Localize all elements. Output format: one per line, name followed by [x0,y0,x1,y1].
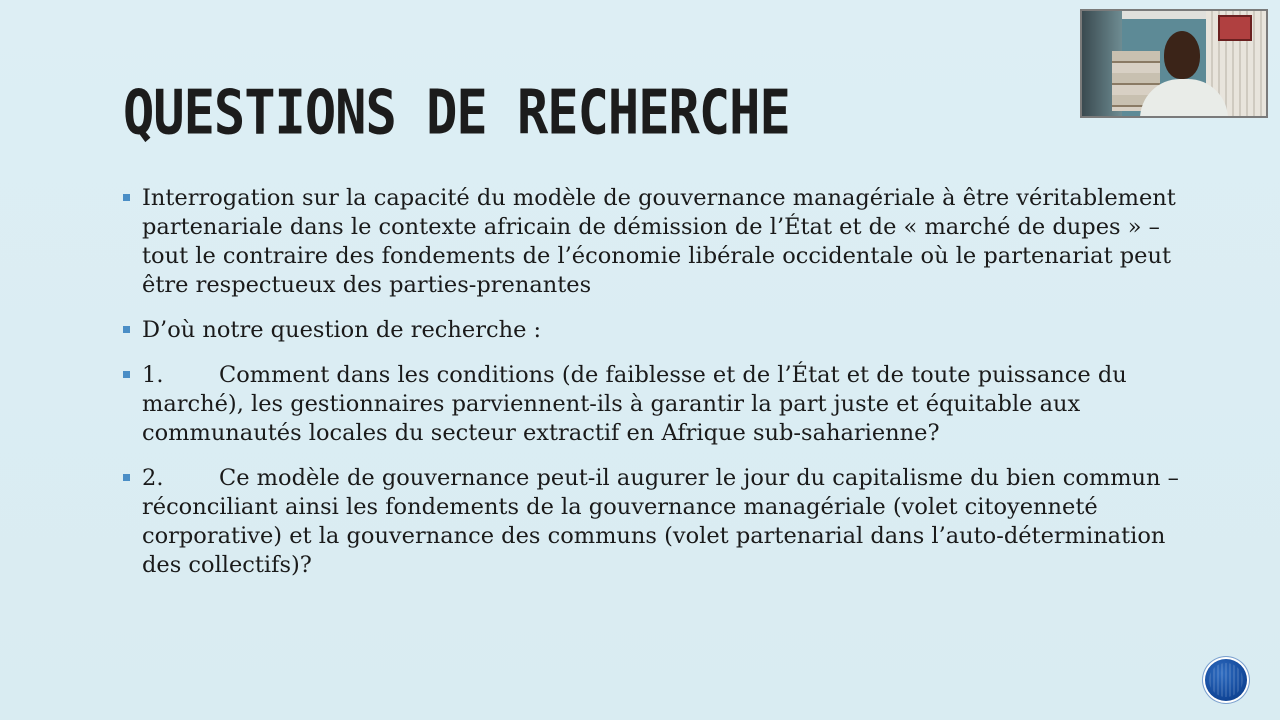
bullet-item-4 [122,464,1182,580]
bullet-text: Ce modèle de gouvernance peut-il augurer le jour du capitalisme du bien commun – réconciliant ainsi les fondements de la gouvernance managériale (volet citoyenneté corporative) et la gouvernance des communs (volet partenarial dans l’auto-détermination des collectifs)? [142,465,1179,578]
bullet-text: D’où notre question de recherche : [142,317,542,343]
slide-nav-icon[interactable] [1203,657,1249,703]
bullet-number: 1. [142,362,164,388]
bullet-item-3 [122,361,1182,448]
bullet-number: 2. [142,465,164,491]
speaker-head [1164,31,1200,79]
bullet-square-icon [123,474,130,481]
bullet-list [122,184,1182,596]
webcam-thumbnail[interactable] [1080,9,1268,118]
webcam-wall-picture [1218,15,1252,41]
bullet-item-2 [122,316,1182,345]
bullet-text: Interrogation sur la capacité du modèle de gouvernance managériale à être véritablement partenariale dans le contexte africain de démission de l’État et de « marché de dupes » – tout le contraire des fondements de l’économie libérale occidentale où le partenariat peut être respectueux des parties-prenantes [142,185,1176,298]
bullet-square-icon [123,326,130,333]
bullet-item-1 [122,184,1182,300]
slide-title: QUESTIONS DE RECHERCHE [123,78,790,149]
bullet-text: Comment dans les conditions (de faiblesse et de l’État et de toute puissance du marché), les gestionnaires parviennent-ils à garantir la part juste et équitable aux communautés locales du secteur extractif en Afrique sub-saharienne? [142,362,1127,446]
bullet-square-icon [123,371,130,378]
bullet-square-icon [123,194,130,201]
